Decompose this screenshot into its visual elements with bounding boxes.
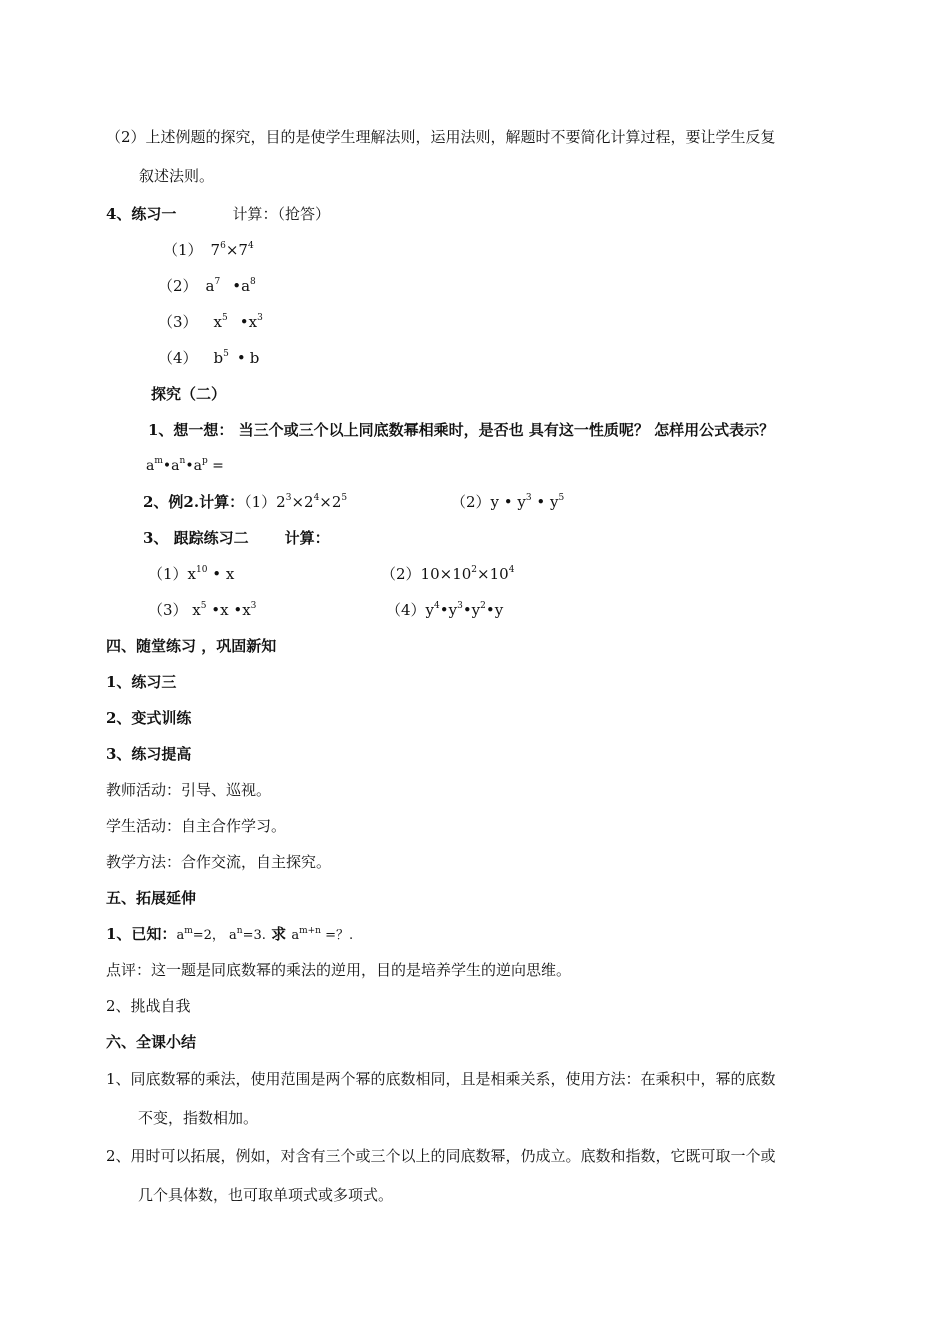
practice-three: 1、练习三 [106, 673, 177, 691]
section-six-heading: 六、全课小结 [106, 1033, 197, 1051]
variant-training: 2、变式训练 [106, 709, 192, 727]
comment: 点评：这一题是同底数幂的乘法的逆用，目的是培养学生的逆向思维。 [106, 961, 572, 979]
formula-line: $a^m•a^n•a^p$ = [146, 456, 224, 474]
track-item: （3） $x^5$ •x $•x^3$ [148, 601, 257, 619]
practice-one-heading: 4、练习一 [106, 205, 177, 223]
exercise-item: （4） $b^5$ • b [158, 349, 260, 367]
teacher-activity: 教师活动：引导、巡视。 [106, 781, 272, 799]
explore-two-heading: 探究（二） [151, 385, 227, 403]
para-note-line2: 叙述法则。 [139, 167, 215, 185]
practice-one-note: 计算：（抢答） [232, 205, 330, 223]
challenge-self: 2、挑战自我 [106, 997, 191, 1015]
practice-one-row [106, 204, 330, 224]
track-item: $(2)10\times 10^2\times 10^4$ [381, 565, 515, 583]
example-two-heading: 2、例2.计算： [143, 493, 245, 511]
para-note-line1: （2）上述例题的探究，目的是使学生理解法则，运用法则，解题时不要简化计算过程，要让学生反复 [106, 128, 776, 146]
track-practice-note: 计算： [284, 529, 330, 547]
summary-2-line2: 几个具体数，也可取单项式或多项式。 [138, 1186, 394, 1204]
track-item: $(4)y^4•y^3•y^2•y$ [386, 601, 504, 619]
exercise-item: （3） $x^5$ $•x^3$ [158, 313, 263, 331]
think-question: 1、想一想： 当三个或三个以上同底数幂相乘时，是否也 具有这一性质呢？ 怎样用公式表示？ [148, 421, 775, 439]
summary-2-line1: 2、用时可以拓展，例如，对含有三个或三个以上的同底数幂，仍成立。底数和指数，它既可取一个或 [106, 1147, 776, 1165]
teaching-method: 教学方法：合作交流，自主探究。 [106, 853, 332, 871]
exercise-item: （1） $7^6\times 7^4$ [163, 241, 254, 259]
practice-advanced: 3、练习提高 [106, 745, 192, 763]
example-two-part2: （2）y • $y^3$ • $y^5$ [451, 493, 565, 511]
example-two-row: 2、例2.计算：$(1)2^3\times 2^4\times 2^5$ [143, 493, 348, 511]
track-practice-heading: 3、 跟踪练习二 [143, 529, 249, 547]
section-five-heading: 五、拓展延伸 [106, 889, 197, 907]
summary-1-line1: 1、同底数幂的乘法，使用范围是两个幂的底数相同，且是相乘关系，使用方法：在乘积中，幂的底数 [106, 1070, 776, 1088]
student-activity: 学生活动：自主合作学习。 [106, 817, 287, 835]
section-four-heading: 四、随堂练习 ，巩固新知 [106, 637, 277, 655]
track-item: $(1)x^{10}$ • x [148, 565, 235, 583]
exercise-item: （2） $a^7$ $•a^8$ [158, 277, 256, 295]
known-condition: 1、已知：$a^m=2$， $a^n=3$. 求 $a^{m+n}$ =？. [106, 925, 354, 943]
track-practice-row [143, 528, 330, 548]
summary-1-line2: 不变，指数相加。 [138, 1109, 259, 1127]
